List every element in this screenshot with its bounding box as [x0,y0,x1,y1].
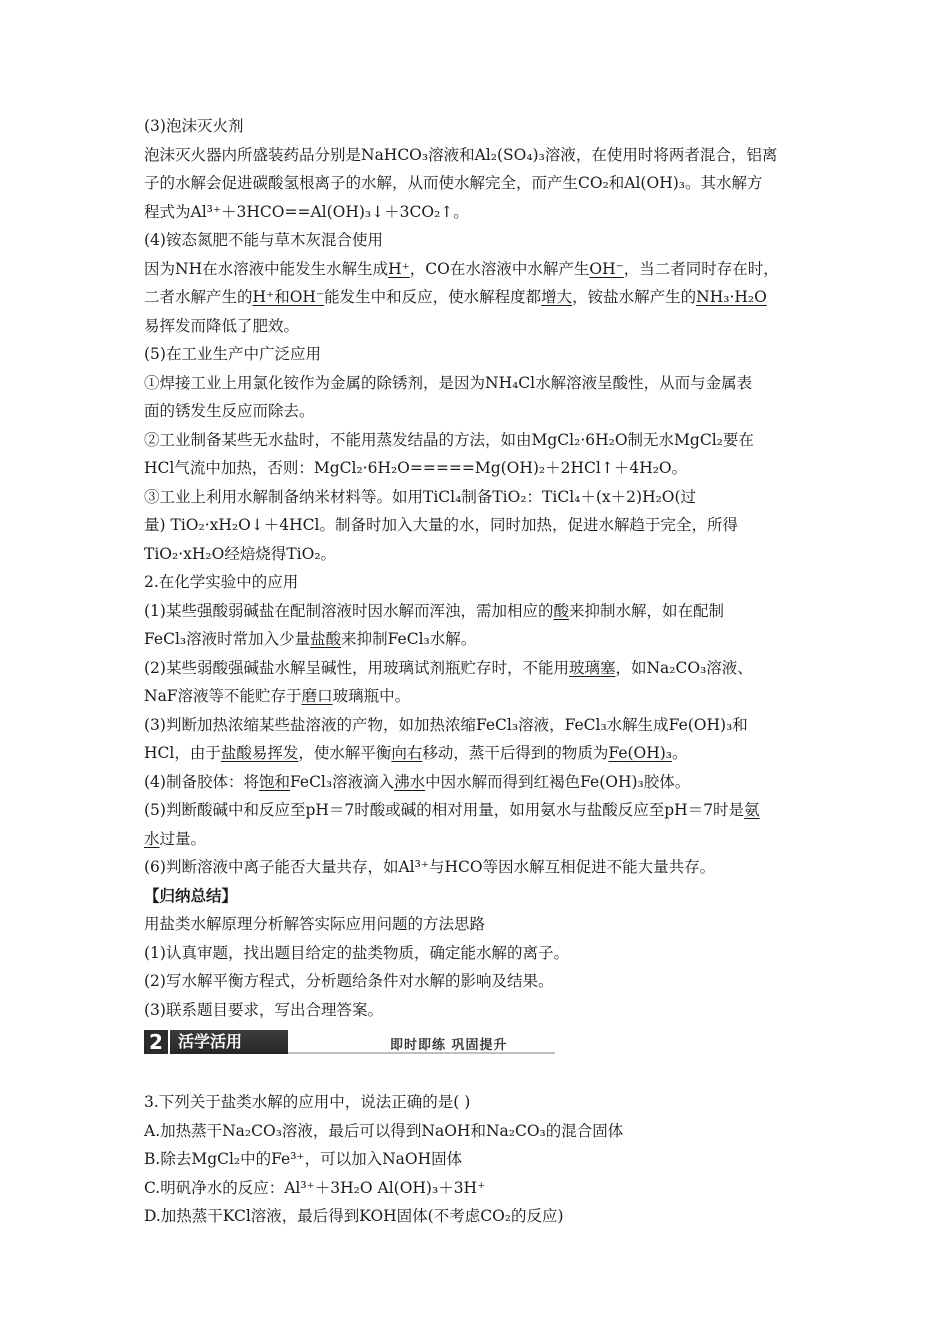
answer-blank: 玻璃塞 [568,658,616,677]
option-d: D.加热蒸干KCl溶液，最后得到KOH固体(不考虑CO₂的反应) [144,1207,564,1225]
text: 。 [672,744,688,762]
answer-blank: OH⁻ [589,259,624,278]
text: 来抑制水解，如在配制 [568,601,724,620]
paragraph-line: 子的水解会促进碳酸氢根离子的水解，从而使水解完全，而产生CO₂和Al(OH)₃。其水解方 [144,174,763,192]
text: ，铵盐水解产生的 [572,288,697,306]
paragraph-line: 用盐类水解原理分析解答实际应用问题的方法思路 [144,915,486,933]
option-b: B.除去MgCl₂中的Fe³⁺，可以加入NaOH固体 [144,1150,463,1168]
answer-blank: 盐酸易挥发 [220,744,299,762]
text: (5)判断酸碱中和反应至pH＝7时酸或碱的相对用量，如用氨水与盐酸反应至pH＝7时是 [144,801,745,819]
document-body [144,112,820,1231]
summary-heading: 【归纳总结】 [144,886,238,905]
text: FeCl₃溶液滴入 [289,772,395,791]
text: (4)制备胶体：将 [144,772,259,791]
paragraph-line: 量) TiO₂·xH₂O↓＋4HCl。制备时加入大量的水，同时加热，促进水解趋于完全，所得 [144,516,738,534]
paragraph-line [144,825,820,854]
paragraph-line: ②工业制备某些无水盐时，不能用蒸发结晶的方法，如由MgCl₂·6H₂O制无水MgCl₂要在 [144,430,754,449]
text: (1)某些强酸弱碱盐在配制溶液时因水解而浑浊，需加相应的 [144,601,554,620]
answer-blank: NH₃·H₂O [696,288,767,306]
section-subtitle: 即时即练 巩固提升 [390,1038,508,1053]
text: 来抑制FeCl₃水解。 [341,630,477,648]
text: 过量。 [159,829,207,848]
paragraph-line: 面的锈发生反应而除去。 [144,402,315,420]
paragraph-line: TiO₂·xH₂O经焙烧得TiO₂。 [144,544,337,563]
paragraph-line: 程式为Al³⁺＋3HCO==Al(OH)₃↓＋3CO₂↑。 [144,202,469,221]
paragraph-line [144,796,820,825]
text: ，CO在水溶液中水解产生 [409,259,590,278]
text: 中因水解而得到红褐色Fe(OH)₃胶体。 [425,772,691,791]
answer-blank: 盐酸 [310,630,342,648]
heading-lab-use: 2.在化学实验中的应用 [144,573,299,591]
option-c: C.明矾净水的反应：Al³⁺＋3H₂O Al(OH)₃＋3H⁺ [144,1178,486,1197]
text: ，当二者同时存在时， [623,259,779,278]
text: 移动，蒸干后得到的物质为 [422,744,609,762]
text: (2)某些弱酸强碱盐水解呈碱性，用玻璃试剂瓶贮存时，不能用 [144,658,569,677]
heading-industrial-use: (5)在工业生产中广泛应用 [144,345,321,363]
paragraph-line [144,283,820,312]
paragraph-line: (2)写水解平衡方程式，分析题给条件对水解的影响及结果。 [144,972,554,990]
answer-blank: 饱和 [258,772,290,791]
paragraph-line: 易挥发而降低了肥效。 [144,316,300,335]
text: ，使水解平衡 [298,744,392,762]
option-a: A.加热蒸干Na₂CO₃溶液，最后可以得到NaOH和Na₂CO₃的混合固体 [144,1121,624,1140]
answer-blank: 增大 [541,288,573,306]
section-title: 活学活用 [170,1030,288,1054]
text: HCl，由于 [144,744,221,762]
section-number: 2 [144,1030,168,1054]
text: FeCl₃溶液时常加入少量 [144,630,311,648]
heading-ammonium-fertilizer: (4)铵态氮肥不能与草木灰混合使用 [144,231,383,249]
question-stem: 3.下列关于盐类水解的应用中，说法正确的是( ) [144,1093,471,1111]
answer-blank: 酸 [553,601,569,620]
paragraph-line [144,682,820,711]
answer-blank: H⁺和OH⁻ [252,288,325,306]
answer-blank: 沸水 [394,772,426,791]
paragraph-line [144,768,820,797]
paragraph-line [144,625,820,654]
text: 能发生中和反应，使水解程度都 [324,288,542,306]
paragraph-line [144,255,820,284]
paragraph-line: 泡沫灭火器内所盛装药品分别是NaHCO₃溶液和Al₂(SO₄)₃溶液，在使用时将两者混合，铝离 [144,145,778,164]
paragraph-line: ①焊接工业上用氯化铵作为金属的除锈剂，是因为NH₄Cl水解溶液呈酸性，从而与金属表 [144,373,753,392]
paragraph-line: (1)认真审题，找出题目给定的盐类物质，确定能水解的离子。 [144,943,569,962]
paragraph-line: (3)判断加热浓缩某些盐溶液的产物，如加热浓缩FeCl₃溶液，FeCl₃水解生成Fe(OH)₃和 [144,715,748,734]
answer-blank: Fe(OH)₃ [608,744,673,762]
paragraph-line: HCl气流中加热，否则：MgCl₂·6H₂O=====Mg(OH)₂＋2HCl↑＋4H₂O。 [144,459,688,477]
paragraph-line: (6)判断溶液中离子能否大量共存，如Al³⁺与HCO等因水解互相促进不能大量共存。 [144,858,716,876]
paragraph-line [144,739,820,768]
answer-blank: 氨 [744,801,760,819]
paragraph-line [144,654,820,683]
paragraph-line: (3)联系题目要求，写出合理答案。 [144,1000,383,1019]
text: 二者水解产生的 [144,288,253,306]
text: ，如Na₂CO₃溶液、 [615,658,753,677]
text: 因为NH在水溶液中能发生水解生成 [144,259,389,278]
heading-foam-extinguisher: (3)泡沫灭火剂 [144,117,244,135]
paragraph-line: ③工业上利用水解制备纳米材料等。如用TiCl₄制备TiO₂：TiCl₄＋(x＋2)H₂O(过 [144,487,697,506]
text: NaF溶液等不能贮存于 [144,687,302,705]
answer-blank: 向右 [391,744,423,762]
answer-blank: H⁺ [388,259,410,278]
text: 玻璃瓶中。 [332,687,411,705]
paragraph-line [144,597,820,626]
section-banner [144,1028,820,1058]
answer-blank: 水 [144,829,160,848]
answer-blank: 磨口 [301,687,333,705]
